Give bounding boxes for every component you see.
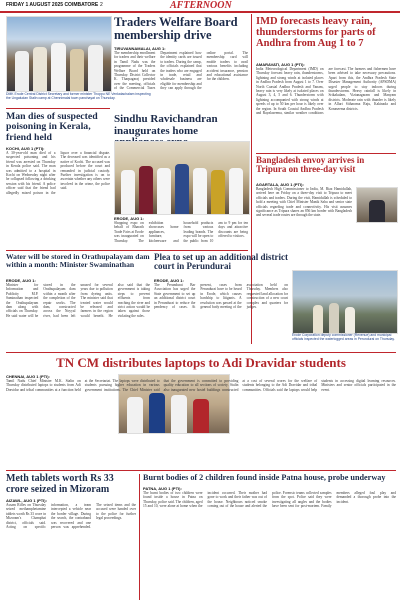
bangladesh-dateline: AGARTALA, AUG 1 (PTI): — [256, 182, 304, 187]
sindhu-headline: Sindhu Ravichandran inaugurates home — [114, 113, 218, 137]
sindhu-body: Shopping expo on behalf of Bharath Trade Fairs at Erode was inaugurated on Thursday. The exhibition showcases home appliances, furniture, kitchenware and household products from various leading brands. The expo will be open to the public from 10 am to 9 pm for ten days and attractive discounts are being offered to visitors. — [114, 221, 248, 243]
laptops-headline: TN CM distributes laptops to Adi Dravidar students — [56, 355, 346, 370]
envoy-photo — [356, 187, 398, 223]
section-rule — [6, 352, 396, 353]
imd-headline: IMD forecasts heavy rain, thunderstorms for parts of Andhra from Aug 1 to 7 — [256, 16, 376, 50]
waterlogging-caption: Erode Corporation deputy commissioner (Revenue) and municipal officials inspected the waterlogged areas in Perundurai on Thursday. — [292, 333, 395, 341]
court-dateline: ERODE, AUG 1: — [154, 278, 184, 283]
section-rule — [6, 470, 396, 471]
bangladesh-body: Bangladesh High Commissioner to India, M. Riaz Hamidullah, arrived here on Friday on a three-day visit to Tripura to meet officials and traders. During the visit, Hamidullah is scheduled to hold a meeting with Chief Minister Manik Saha and senior state officials regarding trade and connectivity. His visit assumes significance as Tripura shares an 856 km border with Bangladesh and several trade routes are through the state. — [256, 187, 352, 218]
traders-headline: Traders Welfare Board membership drive — [114, 15, 238, 43]
patna-body: The burnt bodies of two children were found inside a house in Patna on Thursday, police said. The children, aged 15 and 10, were alone at home when the incident occurred. Their mother had gone to work and their father was out of the house. Neighbours noticed smoke coming out of the house and alerted the police. Forensic teams collected samples from the spot. Police said they were investigating all angles and the bodies have been sent for post-mortem. Family members alleged foul play and demanded a thorough probe into the incident. — [143, 491, 396, 509]
bangladesh-headline: Bangladesh envoy arrives in Tripura on three-day visit — [256, 155, 365, 175]
imd-dateline: AMARAVATI, AUG 1 (PTI): — [256, 62, 305, 67]
patna-headline: Burnt bodies of 2 children found inside Patna house, probe underway — [143, 473, 386, 482]
meth-headline: Meth tablets worth Rs 33 crore seized in Mizoram — [6, 473, 114, 495]
sindhu-photo — [114, 141, 250, 215]
section-rule — [6, 250, 248, 251]
traders-body: The membership enrollment for traders and their welfare in Tamil Nadu was the programme of the Traders Welfare Board held on Thursday. District Collector K. Tharpagaraj presided over the meeting, officials of the Commercial Taxes Department explained how the identity cards are issued to traders. During the camp, the officials explained that the traders who are engaged in trade, retail and wholesale business are eligible for membership and they can apply through the online portal. The membership card will enable traders to avail various benefits including accident insurance, pension and educational assistance for the children. — [114, 51, 248, 91]
meth-dateline: AIZAWL, AUG 1 (PTI): — [6, 498, 47, 503]
poisoning-body: A 30-year-old man died of a suspected poisoning and his friend was arrested on Thursday in Kerala police said. The man was admitted to a hospital in Kochi on Wednesday night after he collapsed following a drinking session with his friend. A police officer said that the friend had allegedly mixed poison in the liquor over a financial dispute. The deceased was identified as a native of Kochi. The accused was produced before the court and remanded in judicial custody. Further investigation is on to ascertain whether any others were involved in the crime, the police said. — [6, 151, 110, 195]
water-body: Minister for Information and Publicity M.P. Saminathan inspected the Orathupalayam dam along with officials on Thursday. He said water will be stored in the Orathupalayam dam within a month after the completion of the repair works. The dam, constructed across the Noyyal river, had been left unused for several years due to pollution from dyeing units. The minister said that treated water would be released and farmers in the region would benefit. He also said that the government is taking steps to prevent effluents from reaching the river and strict action would be taken against those violating the rules. — [6, 283, 150, 318]
court-headline: Plea to set up an additional district court in Perundurai — [154, 252, 289, 272]
sindhu-dateline: ERODE, AUG 1: — [114, 216, 144, 221]
laptops-dateline: CHENNAI, AUG 1 (PTI): — [6, 374, 50, 379]
traders-dateline: TIRUVANNAMALAI, AUG 1: — [114, 46, 166, 51]
column-separator — [139, 474, 140, 600]
page-number: 2 — [100, 2, 103, 8]
poisoning-dateline: KOCHI, AUG 1 (PTI): — [6, 146, 45, 151]
traders-photo — [6, 16, 112, 92]
section-rule — [256, 153, 396, 154]
traders-caption: DMK Erode Central District Secretary and former minister Thoppu NE Venkatachalam inspecting the Ungaludan Stalin camp at Chennimalai town panchayat on Thursday. — [6, 92, 151, 100]
patna-dateline: PATNA, AUG 1 (PTI): — [143, 486, 182, 491]
issue-date: FRIDAY 1 AUGUST 2025 COIMBATORE — [6, 2, 99, 8]
poisoning-headline: Man dies of suspected poisoning in Kerala, friend held — [6, 111, 98, 143]
section-rule — [6, 108, 110, 109]
water-dateline: ERODE, AUG 1: — [6, 278, 36, 283]
masthead-logo: AFTERNOON — [170, 0, 232, 11]
water-headline: Water will be stored in Orathupalayam dam within a month: Minister Swaminathan — [6, 252, 150, 269]
header-rule — [0, 11, 400, 13]
waterlogging-photo — [292, 270, 398, 334]
court-body: The Perundurai Bar Association has urged the State government to set up an additional district court in Perundurai to reduce the pendency of cases. At present, cases from Perundurai have to be heard in Erode, which causes hardship to litigants. A resolution was passed at the general body meeting of the association held on Thursday. Members also requested land allocation for construction of a new court complex and quarters for judges. — [154, 283, 288, 310]
imd-body: India Meteorological Department (IMD) on Thursday forecast heavy rain, thunderstorms, lightning and strong winds at isolated places in Andhra Pradesh from August 1 to 7. Over North Coastal Andhra Pradesh and Yanam, heavy rain is very likely at isolated places on August 3, 4, 5 and 6. Thunderstorm with lightning accompanied with strong winds at speeds of up to 50 km per hour is likely over the region. In South Coastal Andhra Pradesh and Rayalaseema, similar weather conditions are forecast. The farmers and fishermen have been advised to take necessary precautions. Apart from this, the Andhra Pradesh State Disaster Management Authority (APSDMA) urged people to stay indoors during thunderstorms. Heavy rainfall is likely in Srikakulam, Vizianagaram and Manyam districts. Moderate rain with thunder is likely in Alluri Sitharama Raju, Kakinada and Konaseema districts. — [256, 67, 396, 116]
meth-body: Assam Rifles on Thursday seized methamphetamine tablets worth Rs 33 crore in Mizoram's Champhai district, officials said. Acting on specific information, a team intercepted a vehicle near the border village. During the search, the contraband was recovered and one person was apprehended. The seized items and the accused were handed over to the police for further legal proceedings. — [6, 503, 136, 530]
laptops-body: Tamil Nadu Chief Minister M.K. Stalin on Thursday distributed laptops to students from Adi Dravidar and tribal communities at a function held at the Secretariat. The laptops were distributed to students pursuing higher education in various government institutions. The Chief Minister said that the government is committed to providing quality education to all sections of society. Stalin also inaugurated new hostel buildings constructed at a cost of several crores for the welfare of students belonging to the Adi Dravidar and tribal communities. Officials said the laptops would help students in accessing digital learning resources. Ministers and senior officials participated in the event. — [6, 379, 396, 392]
